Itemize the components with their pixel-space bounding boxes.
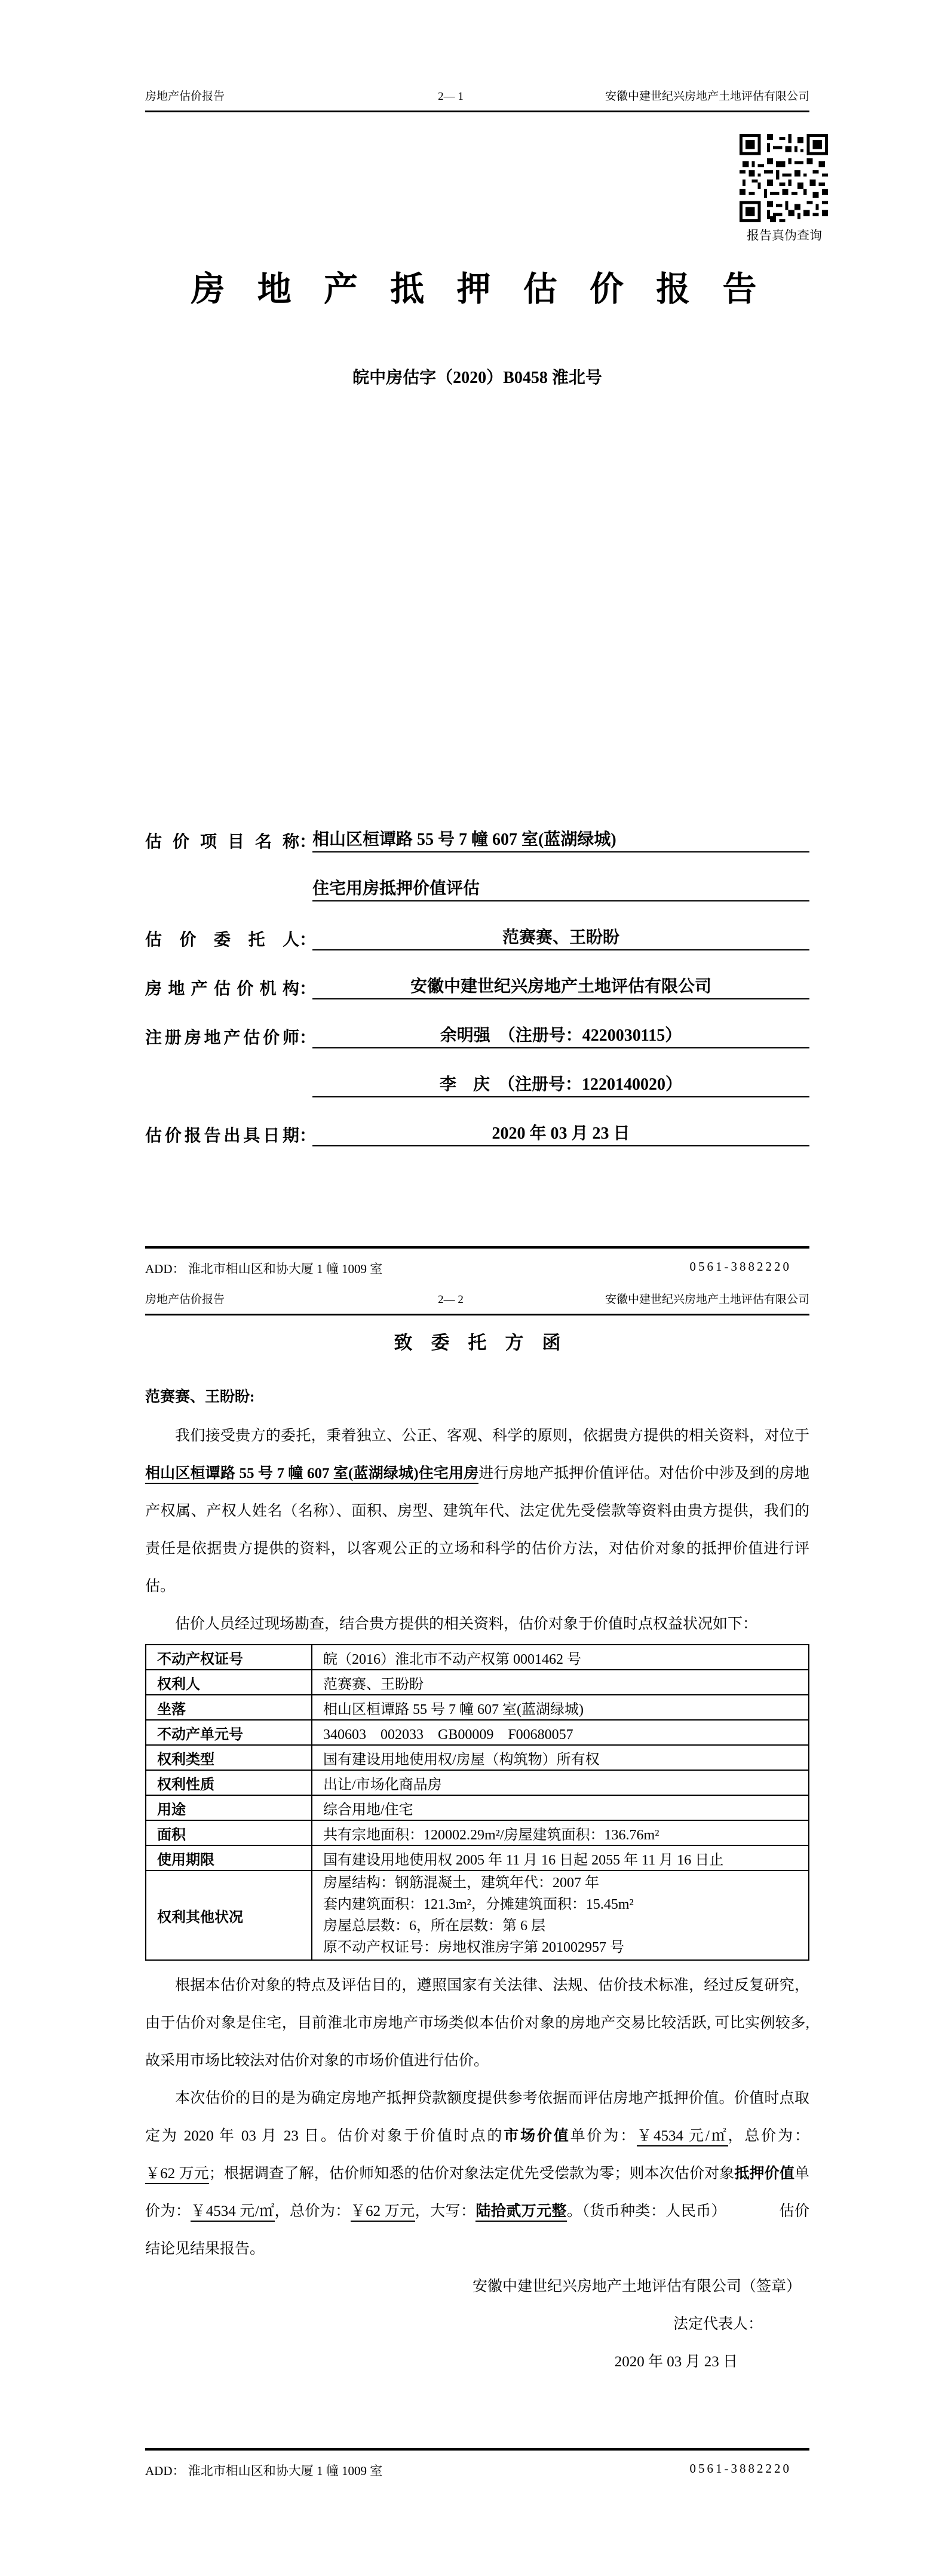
row-value: 综合用地/住宅	[312, 1795, 809, 1820]
project-name-value-line1: 相山区桓谭路 55 号 7 幢 607 室(蓝湖绿城)	[312, 826, 809, 852]
row-label: 权利其他状况	[146, 1870, 312, 1960]
footer-phone: 0561-3882220	[689, 2461, 791, 2476]
table-row	[146, 1795, 809, 1820]
letter-addressee: 范赛赛、王盼盼:	[145, 1389, 255, 1405]
signature-block	[145, 2268, 809, 2381]
cover-form	[145, 826, 809, 1169]
row-label: 权利类型	[146, 1745, 312, 1770]
market-total-price: ￥62 万元	[145, 2166, 209, 2184]
row-value: 房屋结构：钢筋混凝土，建筑年代：2007 年 套内建筑面积：121.3m²，分摊建筑面积：15.45m² 房屋总层数：6，所在层数：第 6 层 原不动产权证号：房地权淮房字第 201002957 号	[312, 1870, 809, 1960]
table-row-other-rights	[146, 1870, 809, 1960]
paragraph-method: 根据本估价对象的特点及评估目的，遵照国家有关法律、法规、估价技术标准，经过反复研究，由于估价对象是住宅，目前淮北市房地产市场类似本估价对象的房地产交易比较活跃, 可比实例较多, 故采用市场比较法对估价对象的市场价值进行估价。	[145, 1977, 809, 2069]
row-label: 面积	[146, 1820, 312, 1845]
table-row	[146, 1845, 809, 1870]
qr-block	[740, 134, 829, 244]
project-name-label: 估价项目名称	[145, 833, 299, 851]
agency-value: 安徽中建世纪兴房地产土地评估有限公司	[312, 973, 809, 999]
signature-company: 安徽中建世纪兴房地产土地评估有限公司（签章）	[472, 2278, 801, 2295]
table-row	[146, 1670, 809, 1695]
row-value: 相山区桓谭路 55 号 7 幢 607 室(蓝湖绿城)	[312, 1695, 809, 1720]
row-value: 范赛赛、王盼盼	[312, 1670, 809, 1695]
letter-body	[145, 1417, 809, 2381]
page1-running-header	[145, 87, 809, 112]
paragraph-valuation-result: 本次估价的目的是为确定房地产抵押贷款额度提供参考依据而评估房地产抵押价值。价值时点取定为 2020 年 03 月 23 日。估价对象于价值时点的市场价值单价为：￥4534 元/㎡，总价为：￥62 万元；根据调查了解，估价师知悉的估价对象法定优先受偿款为零；则本次估价对象抵押价值单价为：￥4534 元/㎡，总价为：￥62 万元，大写：陆拾贰万元整。（货币种类：人民币） 估价结论见结果报告。	[145, 2090, 809, 2257]
form-row-appraiser-1: 注册房地产估价师 ： 余明强 （注册号：4220030115）	[145, 1022, 809, 1048]
mortgage-unit-price: ￥4534 元/㎡	[191, 2203, 274, 2222]
market-value-term: 市场价值	[504, 2128, 570, 2144]
table-row	[146, 1695, 809, 1720]
letter-title: 致 委 托 方 函	[394, 1332, 561, 1353]
page1-footer	[145, 1246, 809, 1277]
page2-running-header	[145, 1290, 809, 1315]
row-label: 不动产单元号	[146, 1720, 312, 1745]
form-row-project-name-2	[145, 875, 809, 901]
row-value: 皖（2016）淮北市不动产权第 0001462 号	[312, 1645, 809, 1670]
form-row-project-name: 估价项目名称 ： 相山区桓谭路 55 号 7 幢 607 室(蓝湖绿城)	[145, 826, 809, 852]
property-rights-table	[145, 1644, 809, 1961]
market-unit-price: ￥4534 元/㎡	[637, 2128, 728, 2146]
form-row-issue-date: 估价报告出具日期 ： 2020 年 03 月 23 日	[145, 1120, 809, 1146]
row-value: 出让/市场化商品房	[312, 1770, 809, 1795]
signature-date: 2020 年 03 月 23 日	[614, 2354, 738, 2370]
issue-date-value: 2020 年 03 月 23 日	[312, 1120, 809, 1146]
header-company-name: 安徽中建世纪兴房地产土地评估有限公司	[605, 1293, 809, 1306]
appraiser-label: 注册房地产估价师	[145, 1029, 299, 1047]
footer-address: ADD： 淮北市相山区和协大厦 1 幢 1009 室	[145, 1262, 383, 1276]
footer-phone: 0561-3882220	[689, 1259, 791, 1274]
table-row	[146, 1645, 809, 1670]
form-row-appraiser-2	[145, 1071, 809, 1097]
mortgage-total-price: ￥62 万元	[351, 2203, 415, 2222]
appraiser1-value: 余明强 （注册号：4220030115）	[312, 1022, 809, 1048]
paragraph-inspection: 估价人员经过现场勘查，结合贵方提供的相关资料，估价对象于价值时点权益状况如下：	[175, 1616, 758, 1632]
header-page-number: 2— 2	[438, 1293, 464, 1306]
header-doc-type: 房地产估价报告	[145, 90, 225, 103]
mortgage-value-term: 抵押价值	[734, 2166, 794, 2182]
issue-date-label: 估价报告出具日期	[145, 1127, 299, 1145]
paragraph-engagement: 我们接受贵方的委托，秉着独立、公正、客观、科学的原则，依据贵方提供的相关资料，对位于相山区桓谭路 55 号 7 幢 607 室(蓝湖绿城)住宅用房进行房地产抵押价值评估。对估价中涉及到的房地产权属、产权人姓名（名称）、面积、房型、建筑年代、法定优先受偿款等资料由贵方提供，我们的责任是依据贵方提供的资料，以客观公正的立场和科学的估价方法，对估价对象的抵押价值进行评估。	[145, 1428, 809, 1594]
table-row	[146, 1770, 809, 1795]
row-value: 国有建设用地使用权/房屋（构筑物）所有权	[312, 1745, 809, 1770]
row-value: 共有宗地面积：120002.29m²/房屋建筑面积：136.76m²	[312, 1820, 809, 1845]
table-row	[146, 1745, 809, 1770]
qr-caption: 报告真伪查询	[747, 228, 822, 243]
table-row	[146, 1820, 809, 1845]
table-row	[146, 1720, 809, 1745]
header-doc-type: 房地产估价报告	[145, 1293, 225, 1306]
appraiser2-value: 李 庆 （注册号：1220140020）	[312, 1071, 809, 1097]
client-value: 范赛赛、王盼盼	[312, 924, 809, 950]
row-value: 340603 002033 GB00009 F00680057	[312, 1720, 809, 1745]
project-name-value-line2: 住宅用房抵押价值评估	[312, 875, 809, 901]
subject-property-emphasis: 相山区桓谭路 55 号 7 幢 607 室(蓝湖绿城)住宅用房	[145, 1465, 478, 1484]
signature-legal-representative: 法定代表人：	[673, 2316, 763, 2332]
header-page-number: 2— 1	[438, 90, 464, 103]
client-label: 估价委托人	[145, 931, 299, 949]
report-title: 房 地 产 抵 押 估 价 报 告	[191, 271, 764, 308]
agency-label: 房地产估价机构	[145, 980, 299, 998]
form-row-client: 估价委托人 ： 范赛赛、王盼盼	[145, 924, 809, 950]
row-label: 使用期限	[146, 1845, 312, 1870]
total-price-in-words: 陆拾贰万元整	[475, 2203, 567, 2222]
qr-code-icon	[740, 134, 829, 222]
row-label: 不动产权证号	[146, 1645, 312, 1670]
header-company-name: 安徽中建世纪兴房地产土地评估有限公司	[605, 90, 809, 103]
report-doc-number: 皖中房估字（2020）B0458 淮北号	[352, 369, 602, 387]
footer-address: ADD： 淮北市相山区和协大厦 1 幢 1009 室	[145, 2464, 383, 2478]
row-label: 权利性质	[146, 1770, 312, 1795]
row-label: 权利人	[146, 1670, 312, 1695]
form-row-agency: 房地产估价机构 ： 安徽中建世纪兴房地产土地评估有限公司	[145, 973, 809, 999]
row-label: 用途	[146, 1795, 312, 1820]
row-value: 国有建设用地使用权 2005 年 11 月 16 日起 2055 年 11 月 16 日止	[312, 1845, 809, 1870]
row-label: 坐落	[146, 1695, 312, 1720]
page2-footer	[145, 2448, 809, 2479]
